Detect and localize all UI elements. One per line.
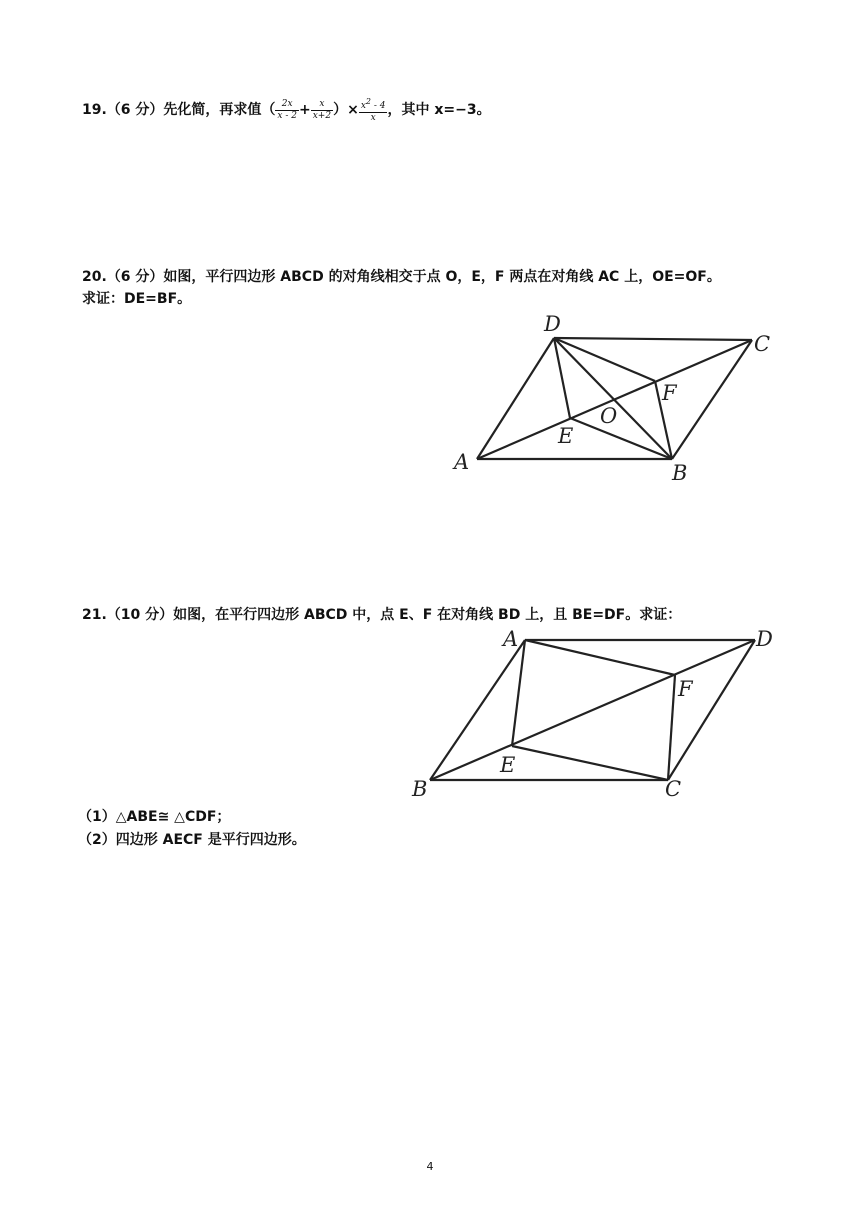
q19-suffix: ，其中 x=−3。	[387, 102, 491, 118]
q21-line-1: 21.（10 分）如图，在平行四边形 ABCD 中，点 E、F 在对角线 BD 上，且 BE=DF。求证：	[82, 607, 682, 623]
q19-fraction-3	[359, 96, 388, 124]
q21-label-e: E	[500, 753, 516, 777]
q20-label-b: B	[672, 461, 688, 485]
q19-f3-numerator	[359, 96, 388, 113]
q19-fraction-2	[311, 99, 333, 122]
q20-segment-df	[554, 338, 655, 381]
q20-label-c: C	[754, 332, 771, 356]
q19-f2-numerator: x	[311, 99, 333, 111]
q19-f3-base: x	[360, 101, 366, 111]
q21-segment-ec	[512, 746, 668, 780]
q20-label-a: A	[454, 450, 470, 474]
q20-line-2: 求证：DE=BF。	[82, 291, 192, 307]
q21-label-f: F	[678, 677, 693, 701]
q19-line	[82, 96, 491, 124]
q21-label-b: B	[412, 777, 428, 801]
q21-part-1: （1）△ABE≅ △CDF；	[78, 809, 231, 825]
q20-label-o: O	[600, 404, 618, 428]
q19-prefix: 19.（6 分）先化简，再求值（	[82, 102, 276, 118]
q19-fraction-1	[275, 99, 299, 122]
q20-segment-de	[554, 338, 570, 418]
q21-label-c: C	[665, 777, 682, 801]
q20-label-e: E	[558, 424, 574, 448]
q19-f3-rest: - 4	[370, 101, 386, 111]
q19-f1-denominator: x - 2	[277, 110, 297, 121]
q19-plus: +	[299, 102, 311, 118]
q20-line-1: 20.（6 分）如图，平行四边形 ABCD 的对角线相交于点 O，E，F 两点在对角线 AC 上，OE=OF。	[82, 269, 721, 285]
q21-label-d: D	[756, 627, 773, 651]
q21-edge-dc	[668, 640, 755, 780]
q21-part-2: （2）四边形 AECF 是平行四边形。	[78, 832, 306, 848]
q21-segment-af	[525, 640, 675, 675]
q20-segment-be	[570, 418, 672, 459]
q19-f3-exponent: 2	[365, 97, 371, 106]
q19-f3-denominator: x	[370, 113, 376, 123]
q20-label-f: F	[662, 381, 677, 405]
q21-figure	[405, 622, 785, 802]
q21-segment-fc	[668, 675, 675, 780]
q19-f2-denominator: x+2	[312, 110, 332, 121]
q20-edge-dc	[554, 338, 752, 340]
q21-label-a: A	[503, 627, 519, 651]
q20-edge-ad	[477, 338, 554, 459]
q19-f1-numerator: 2x	[275, 99, 299, 111]
q19-mid: ）×	[333, 102, 359, 118]
q20-figure	[440, 305, 790, 490]
page-number: 4	[426, 1160, 434, 1173]
q20-label-d: D	[544, 312, 561, 336]
